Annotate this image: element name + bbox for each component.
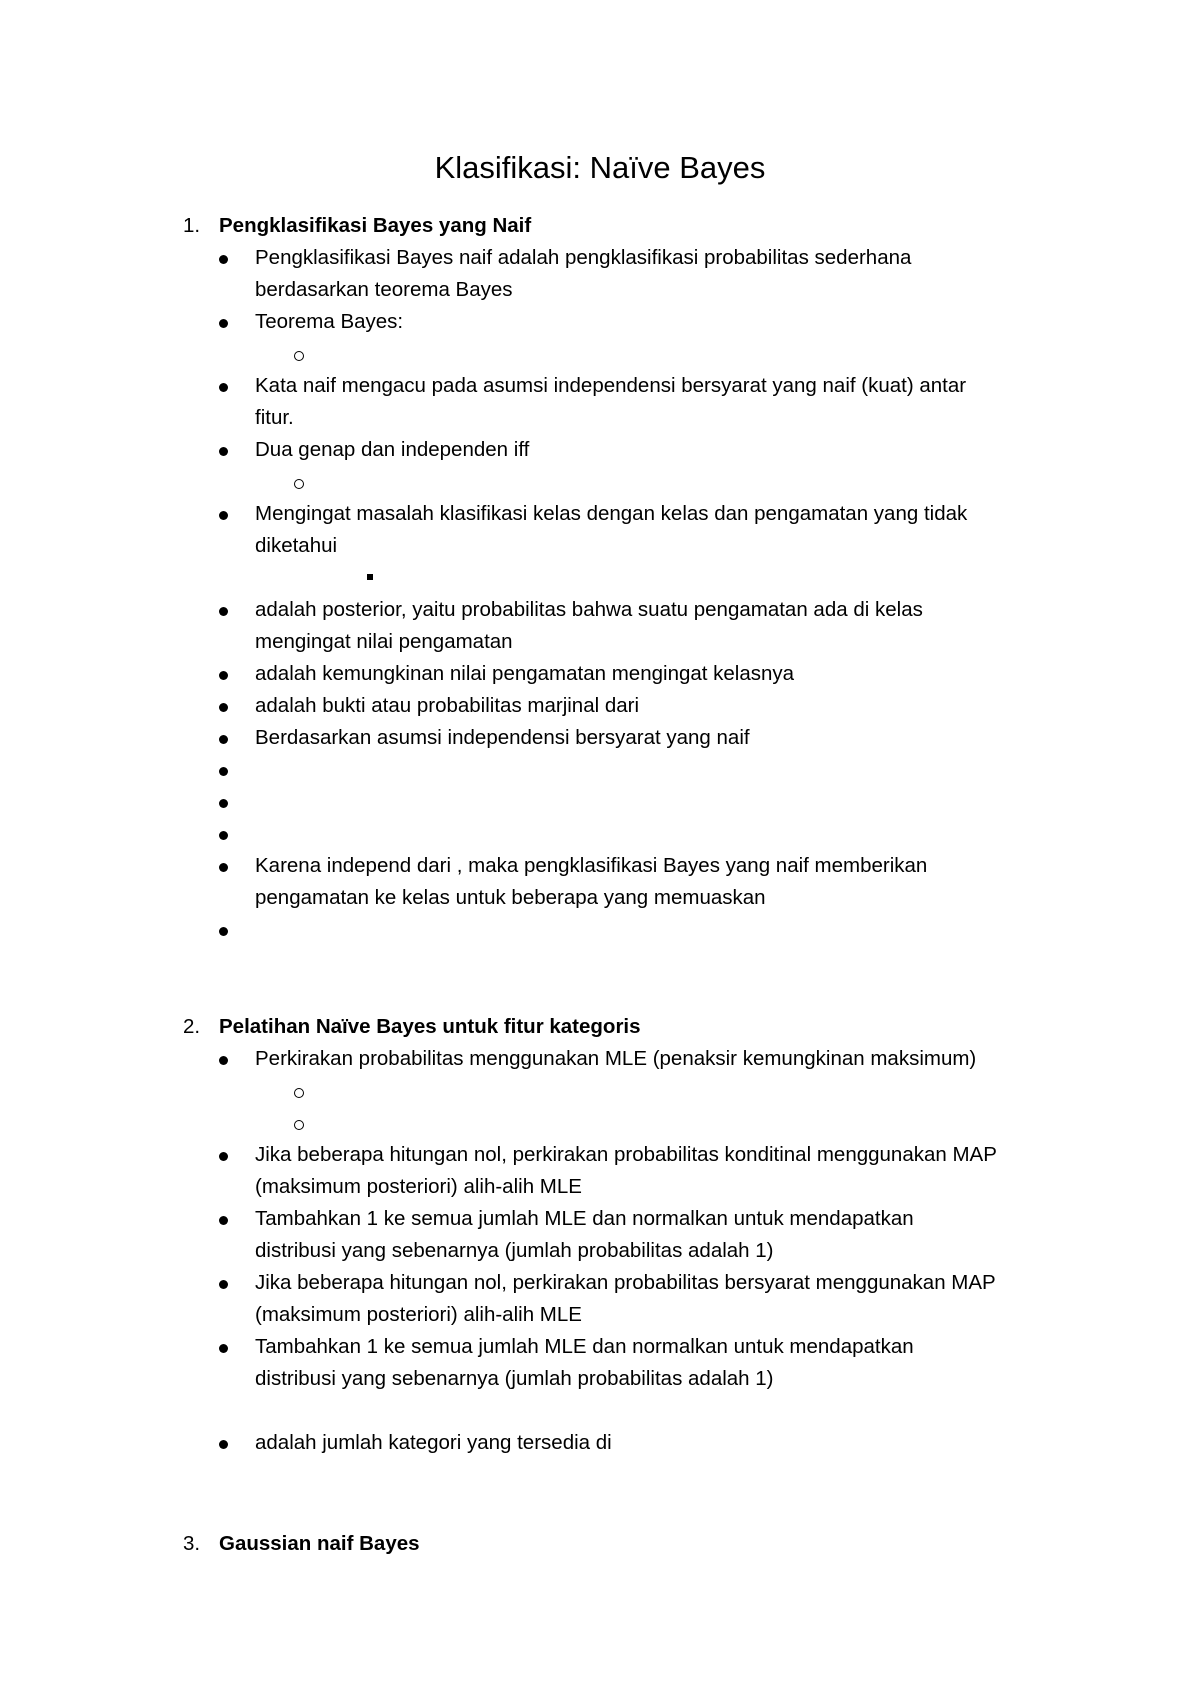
section-heading: Pelatihan Naïve Bayes untuk fitur kategoris <box>219 1015 641 1038</box>
sub-sub-bullet-square-icon <box>367 574 373 580</box>
bullet-icon <box>219 447 228 456</box>
list-item: Tambahkan 1 ke semua jumlah MLE dan normalkan untuk mendapatkan <box>255 1207 914 1230</box>
list-item: adalah posterior, yaitu probabilitas bahwa suatu pengamatan ada di kelas <box>255 598 923 621</box>
sub-bullet-circle-icon <box>294 351 304 361</box>
bullet-icon <box>219 703 228 712</box>
section-number: 1. <box>183 214 201 237</box>
list-item-continuation: diketahui <box>255 534 338 557</box>
sub-bullet-circle-icon <box>294 479 304 489</box>
list-item-continuation: (maksimum posteriori) alih-alih MLE <box>255 1303 582 1326</box>
bullet-icon <box>219 735 228 744</box>
bullet-icon <box>219 607 228 616</box>
list-item: Dua genap dan independen iff <box>255 438 530 461</box>
bullet-icon <box>219 1152 228 1161</box>
bullet-icon <box>219 1056 228 1065</box>
bullet-icon <box>219 255 228 264</box>
bullet-icon <box>219 1216 228 1225</box>
bullet-icon <box>219 927 228 936</box>
bullet-icon <box>219 799 228 808</box>
list-item-continuation: fitur. <box>255 406 294 429</box>
bullet-icon <box>219 767 228 776</box>
list-item: adalah kemungkinan nilai pengamatan mengingat kelasnya <box>255 662 795 685</box>
sub-bullet-circle-icon <box>294 1088 304 1098</box>
list-item-continuation: distribusi yang sebenarnya (jumlah probabilitas adalah 1) <box>255 1367 774 1390</box>
bullet-icon <box>219 831 228 840</box>
list-item: Tambahkan 1 ke semua jumlah MLE dan normalkan untuk mendapatkan <box>255 1335 914 1358</box>
list-item-continuation: pengamatan ke kelas untuk beberapa yang memuaskan <box>255 886 766 909</box>
list-item: Jika beberapa hitungan nol, perkirakan probabilitas bersyarat menggunakan MAP <box>255 1271 996 1294</box>
list-item-continuation: (maksimum posteriori) alih-alih MLE <box>255 1175 582 1198</box>
page-title: Klasifikasi: Naïve Bayes <box>434 150 766 185</box>
section-number: 2. <box>183 1015 201 1038</box>
list-item: adalah bukti atau probabilitas marjinal dari <box>255 694 640 717</box>
section-heading: Gaussian naif Bayes <box>219 1532 420 1555</box>
list-item-continuation: mengingat nilai pengamatan <box>255 630 513 653</box>
bullet-icon <box>219 863 228 872</box>
list-item: Mengingat masalah klasifikasi kelas dengan kelas dan pengamatan yang tidak <box>255 502 968 525</box>
section-number: 3. <box>183 1532 201 1555</box>
list-item: Jika beberapa hitungan nol, perkirakan probabilitas konditinal menggunakan MAP <box>255 1143 997 1166</box>
bullet-icon <box>219 383 228 392</box>
list-item: Perkirakan probabilitas menggunakan MLE (penaksir kemungkinan maksimum) <box>255 1047 977 1070</box>
bullet-icon <box>219 1440 228 1449</box>
list-item: Pengklasifikasi Bayes naif adalah pengklasifikasi probabilitas sederhana <box>255 246 912 269</box>
list-item: Teorema Bayes: <box>255 310 404 333</box>
sub-bullet-circle-icon <box>294 1120 304 1130</box>
list-item-continuation: berdasarkan teorema Bayes <box>255 278 513 301</box>
bullet-icon <box>219 511 228 520</box>
bullet-icon <box>219 1280 228 1289</box>
bullet-icon <box>219 671 228 680</box>
list-item: Karena independ dari , maka pengklasifikasi Bayes yang naif memberikan <box>255 854 928 877</box>
list-item: Kata naif mengacu pada asumsi independensi bersyarat yang naif (kuat) antar <box>255 374 967 397</box>
section-heading: Pengklasifikasi Bayes yang Naif <box>219 214 532 237</box>
list-item: Berdasarkan asumsi independensi bersyarat yang naif <box>255 726 750 749</box>
list-item-continuation: distribusi yang sebenarnya (jumlah probabilitas adalah 1) <box>255 1239 774 1262</box>
bullet-icon <box>219 319 228 328</box>
list-item: adalah jumlah kategori yang tersedia di <box>255 1431 612 1454</box>
bullet-icon <box>219 1344 228 1353</box>
